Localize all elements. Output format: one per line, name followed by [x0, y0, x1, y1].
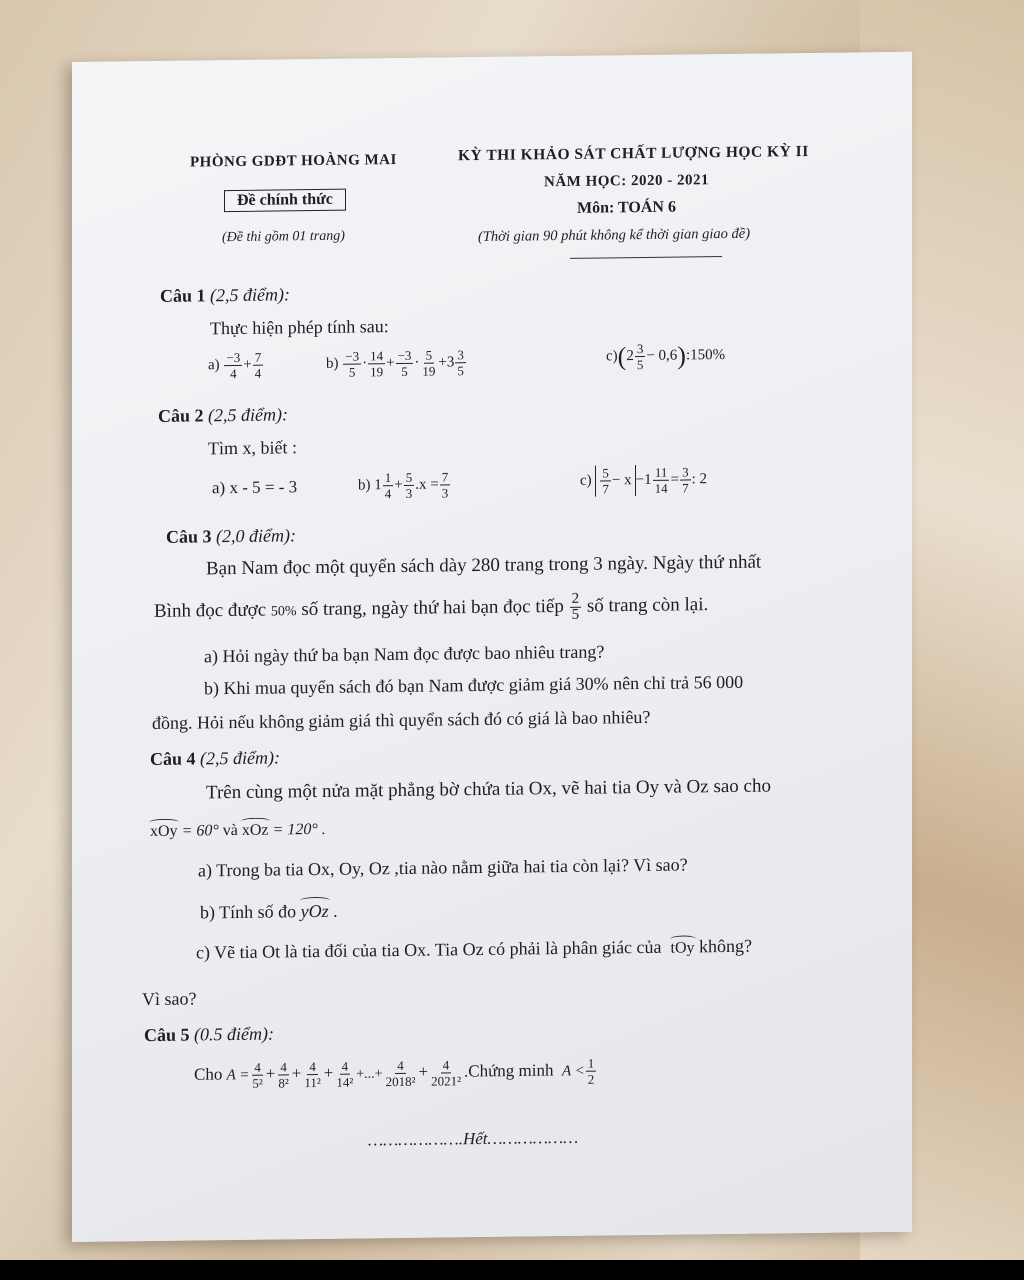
q1-title: Câu 1 — [160, 285, 206, 306]
q3-title: Câu 3 — [166, 526, 212, 547]
official-label: Đề chính thức — [224, 189, 346, 212]
q2-heading — [158, 404, 288, 427]
fraction: $\frac{1}{4}$ — [384, 470, 392, 502]
pages-note: (Đề thi gồm 01 trang) — [222, 228, 345, 246]
header-underline — [570, 256, 722, 259]
fraction: $\frac{3}{5}$ — [636, 341, 644, 373]
exam-title: KỲ THI KHẢO SÁT CHẤT LƯỢNG HỌC KỲ II — [458, 142, 809, 165]
fraction: $\frac{5}{7}$ — [602, 465, 609, 497]
q5-points: (0.5 điểm): — [194, 1023, 274, 1045]
q3-line2: Bình đọc được 50% số trang, ngày thứ hai bạn đọc tiếp $\frac{2}{5}$ số trang còn lại. — [154, 590, 709, 623]
q1-b-label: b) — [326, 355, 339, 372]
exam-paper — [72, 52, 912, 1242]
q1-heading — [160, 284, 290, 307]
q1-a-label: a) — [208, 357, 220, 374]
q2-prompt: Tìm x, biết : — [208, 437, 297, 459]
q3-points: (2,0 điểm): — [216, 525, 296, 547]
angle-xoz: xOz — [241, 821, 269, 839]
fraction: $\frac{7}{3}$ — [441, 469, 449, 501]
fraction: $\frac{-3}{4}$ — [226, 349, 241, 382]
fraction: $\frac{4}{\text{14²}}$ — [336, 1058, 354, 1090]
fraction: $\frac{3}{5}$ — [457, 347, 464, 379]
q4-part-c: c) Vẽ tia Ot là tia đối của tia Ox. Tia Oz có phải là phân giác của tOy không? — [196, 935, 753, 963]
subject: Môn: TOÁN 6 — [577, 198, 676, 217]
fraction: $\frac{4}{\text{11²}}$ — [304, 1059, 321, 1091]
fraction: $\frac{-3}{5}$ — [397, 347, 412, 379]
q1-part-b: b) $\frac{-3}{5}$ · $\frac{14}{19}$ + $\frac{-3}{5}$ · $\frac{5}{19}$ +3 $\frac{3}{5}$ — [326, 347, 464, 380]
q4-part-b: b) Tính số đo yOz . — [200, 900, 338, 923]
q3-part-a: a) Hỏi ngày thứ ba bạn Nam đọc được bao nhiêu trang? — [204, 641, 605, 667]
fraction: $\frac{-3}{5}$ — [345, 348, 360, 380]
q5-heading — [144, 1024, 274, 1047]
q1-prompt: Thực hiện phép tính sau: — [210, 316, 389, 339]
q3-part-b: b) Khi mua quyển sách đó bạn Nam được giảm giá 30% nên chỉ trả 56 000 — [204, 671, 744, 699]
fraction: $\frac{7}{4}$ — [254, 349, 262, 381]
end-marker: ……………….Hết……………… — [368, 1127, 579, 1150]
fraction: $\frac{5}{3}$ — [405, 469, 413, 501]
angle-toy: tOy — [670, 939, 695, 957]
q2-title: Câu 2 — [158, 405, 204, 426]
fraction: $\frac{14}{19}$ — [370, 348, 384, 380]
q4-line1: Trên cùng một nửa mặt phẳng bờ chứa tia Ox, vẽ hai tia Oy và Oz sao cho — [206, 775, 771, 804]
fraction: $\frac{4}{\text{5²}}$ — [252, 1059, 263, 1091]
q5-expression: Cho A = $\frac{4}{\text{5²}}$ + $\frac{4}{\text{8²}}$ + $\frac{4}{\text{11²}}$ + $\frac{4}{\text{14²}}$ +...+ $\frac{4}{\text{2018²}}$ + $\frac{4}{\text{2021²}}$ .Chứng minh A < $\frac{1}{2}$ — [194, 1055, 595, 1091]
absolute-value: $\frac{5}{7}$ − x — [595, 465, 635, 496]
angle-xoy: xOy — [150, 822, 178, 841]
q1-c-label: c) — [606, 348, 618, 365]
fraction: $\frac{4}{\text{2021²}}$ — [431, 1057, 461, 1089]
q2-points: (2,5 điểm): — [208, 404, 288, 426]
fraction: $\frac{4}{\text{2018²}}$ — [385, 1057, 416, 1090]
q3-heading — [166, 525, 296, 548]
q5-title: Câu 5 — [144, 1024, 190, 1046]
q1-part-a: a) $\frac{-3}{4}$ + $\frac{7}{4}$ — [208, 349, 262, 382]
school-name: PHÒNG GDĐT HOÀNG MAI — [190, 152, 397, 171]
fraction: $\frac{3}{7}$ — [682, 464, 689, 496]
q4-part-a: a) Trong ba tia Ox, Oy, Oz ,tia nào nằm giữa hai tia còn lại? Vì sao? — [198, 854, 688, 881]
q4-points: (2,5 điểm): — [200, 747, 280, 769]
q1-points: (2,5 điểm): — [210, 284, 290, 306]
q4-part-c-cont: Vì sao? — [142, 988, 197, 1010]
q3-line1: Bạn Nam đọc một quyển sách dày 280 trang trong 3 ngày. Ngày thứ nhất — [206, 551, 762, 580]
q1-part-c: c)(2 $\frac{3}{5}$ − 0,6):150% — [606, 340, 726, 373]
time-note: (Thời gian 90 phút không kể thời gian giao đề) — [478, 225, 751, 246]
q3-part-b-cont: đồng. Hỏi nếu không giảm giá thì quyển sách đó có giá là bao nhiêu? — [152, 706, 651, 734]
fraction: $\frac{4}{\text{8²}}$ — [278, 1059, 289, 1091]
fraction: $\frac{2}{5}$ — [571, 590, 580, 623]
fraction: $\frac{11}{14}$ — [654, 464, 668, 496]
q4-angles: xOy = 60° và xOz = 120° . — [150, 820, 326, 841]
school-year: NĂM HỌC: 2020 - 2021 — [544, 172, 709, 191]
q2-part-a: a) x - 5 = - 3 — [212, 477, 298, 498]
q2-part-c: c) $\frac{5}{7}$ − x −1 $\frac{11}{14}$ = $\frac{3}{7}$ : 2 — [580, 464, 707, 497]
angle-yoz: yOz — [300, 900, 329, 922]
q4-heading — [150, 747, 280, 770]
fraction: $\frac{1}{2}$ — [587, 1055, 595, 1087]
q2-part-b: b) 1 $\frac{1}{4}$ + $\frac{5}{3}$ .x = $\frac{7}{3}$ — [358, 469, 449, 502]
fraction: $\frac{5}{19}$ — [422, 347, 436, 379]
bottom-bar — [0, 1260, 1024, 1280]
q2-b-label: b) — [358, 477, 371, 494]
q2-c-label: c) — [580, 472, 592, 489]
q4-title: Câu 4 — [150, 748, 196, 770]
